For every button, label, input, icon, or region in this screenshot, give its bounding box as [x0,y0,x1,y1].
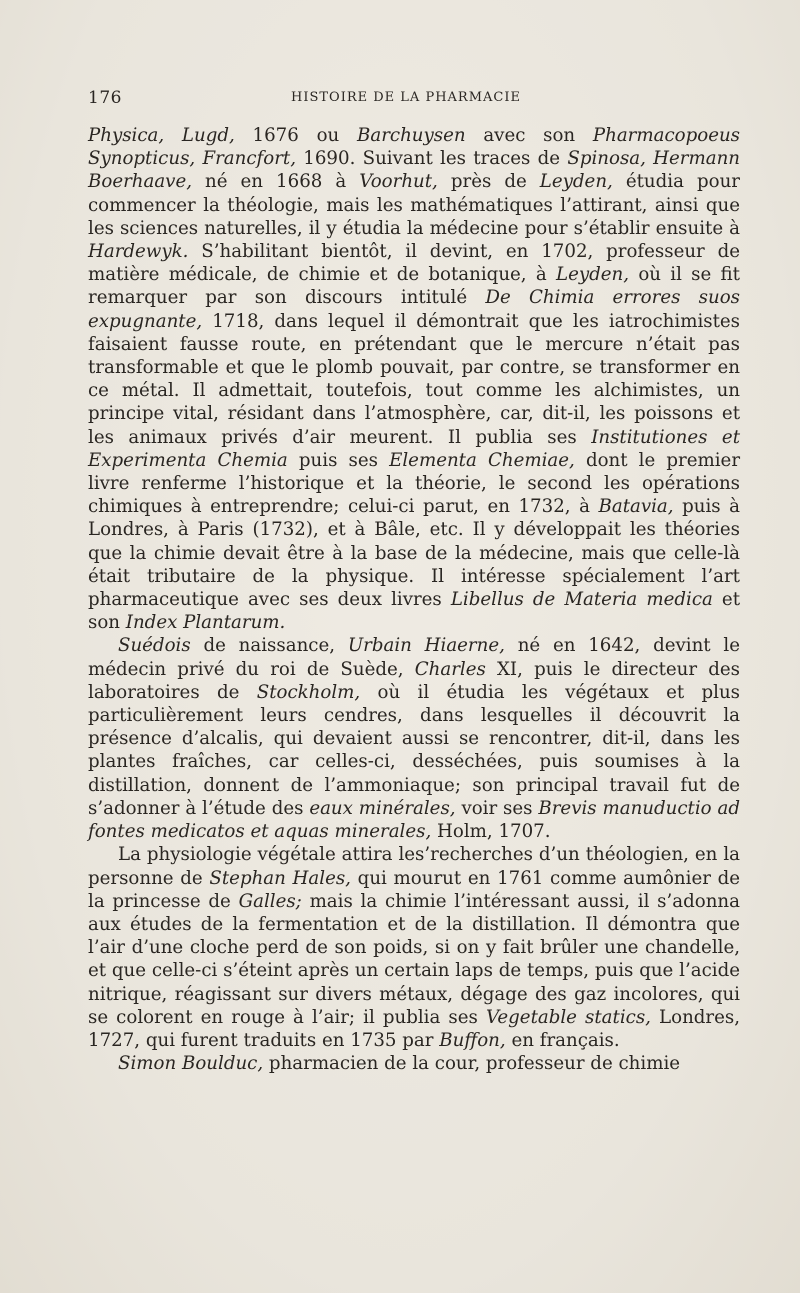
text-run: Holm, 1707. [431,821,551,843]
italic-text: Batavia, [598,496,674,518]
italic-text: Stephan Hales, [209,867,351,889]
text-run: 1718, dans lequel il démontrait que les iatrochimistes faisaient fausse route, en prétendant que le mercure n’était pas transformable et que le plomb pouvait, par contre, se transformer en ce métal. Il admettait, toutefois, tout comme les alchimistes, un principe vital, résidant dans l’atmosphère, car, dit-il, les poissons et les animaux privés d’air meurent. Il publia ses [88,310,740,448]
text-run: et son [88,589,741,634]
text-run: Londres, 1727, qui furent traduits en 1735 par [88,1006,740,1051]
text-run: mais la chimie l’intéressant aussi, il s’adonna aux études de la fermentation et de la distillation. Il démontra que l’air d’une cloche perd de son poids, si on y fait brûler une chandelle, et que celle-ci s’éteint après un certain laps de temps, puis que l’acide nitrique, réagissant sur divers métaux, dégage des gaz incolores, qui se colorent en rouge à l’air; il publia ses [88,890,740,1028]
italic-text: Galles; [238,890,302,912]
italic-text: Index Plantarum. [125,612,286,634]
italic-text: Simon Boulduc, [118,1053,264,1075]
text-run: puis à Londres, à Paris (1732), et à Bâle, etc. Il y développait les théories que la chimie devait être à la base de la médecine, mais que celle-là était tributaire de la physique. Il intéresse spécialement l’art pharmaceutique avec ses deux livres [88,496,740,611]
italic-text: Barchuysen [356,125,466,146]
text-run: S’habilitant bientôt, il devint, en 1702, professeur de matière médicale, de chimie et de botanique, à [88,241,740,286]
running-head-title: HISTOIRE DE LA PHARMACIE [291,90,521,105]
italic-text: Pharmacopoeus Synopticus, Francfort, [88,125,741,170]
page-number: 176 [88,88,122,108]
text-run: étudia pour commencer la théologie, mais les mathématiques l’attirant, ainsi que les sciences naturelles, il y étudia la médecine pour s’établir ensuite à [88,171,740,239]
text-run: voir ses [455,797,539,819]
italic-text: Suédois [118,635,191,657]
text-run: en français. [505,1029,620,1051]
text-run: né en 1668 à [192,171,360,193]
running-head [88,88,748,112]
text-run: avec son [465,125,593,146]
text-run: qui mourut en 1761 comme aumônier de la princesse de [88,867,741,912]
italic-text: Leyden, [539,171,613,193]
body-text [88,124,740,1075]
paragraph-boerhaave [88,124,740,634]
italic-text: Hardewyk. [88,241,189,263]
text-run: XI, puis le directeur des laboratoires de [88,658,741,703]
italic-text: Libellus de Materia medica [450,589,713,611]
paragraph-hiaerne [88,634,740,843]
text-run: où il étudia les végétaux et plus particulièrement leurs cendres, dans lesquelles il découvrit la présence d’alcalis, qui devaient aussi se rencontrer, dit-il, dans les plantes fraîches, car celles-ci, desséchées, puis soumises à la distillation, donnent de l’ammoniaque; son principal travail fut de s’adonner à l’étude des [88,681,741,819]
paragraph-boulduc [88,1052,740,1075]
text-run: 1690. Suivant les traces de [296,148,568,170]
italic-text: Spinosa, Hermann Boerhaave, [88,148,741,193]
italic-text: Buffon, [439,1029,506,1051]
italic-text: Charles [414,658,486,680]
italic-text: Institutiones et Experimenta Chemia [88,426,740,471]
text-run: dont le premier livre renferme l’historique et la théorie, le second les opérations chimiques à entreprendre; celui-ci parut, en 1732, à [88,449,741,518]
text-run: La physiologie végétale attira les’recherches d’un théologien, en la personne de [88,844,740,889]
italic-text: eaux minérales, [309,797,456,819]
italic-text: Stockholm, [256,681,361,703]
text-run: de naissance, [190,635,348,657]
italic-text: Brevis manuductio ad fontes medicatos et aquas minerales, [88,797,740,843]
text-run: près de [437,171,540,193]
text-run: 1676 ou [234,125,357,146]
italic-text: Leyden, [556,264,630,286]
text-run: pharmacien de la cour, professeur de chimie [263,1053,681,1075]
italic-text: Vegetable statics, [485,1006,651,1028]
italic-text: Elementa Chemiae, [389,449,575,471]
text-run: né en 1642, devint le médecin privé du roi de Suède, [88,635,740,680]
italic-text: Urbain Hiaerne, [347,635,505,657]
paragraph-hales [88,843,740,1052]
italic-text: Voorhut, [359,171,438,193]
text-run: où il se fit remarquer par son discours intitulé [88,264,740,309]
text-run: puis ses [287,449,390,471]
italic-text: Physica, Lugd, [88,125,235,146]
italic-text: De Chimia errores suos expugnante, [88,287,740,332]
